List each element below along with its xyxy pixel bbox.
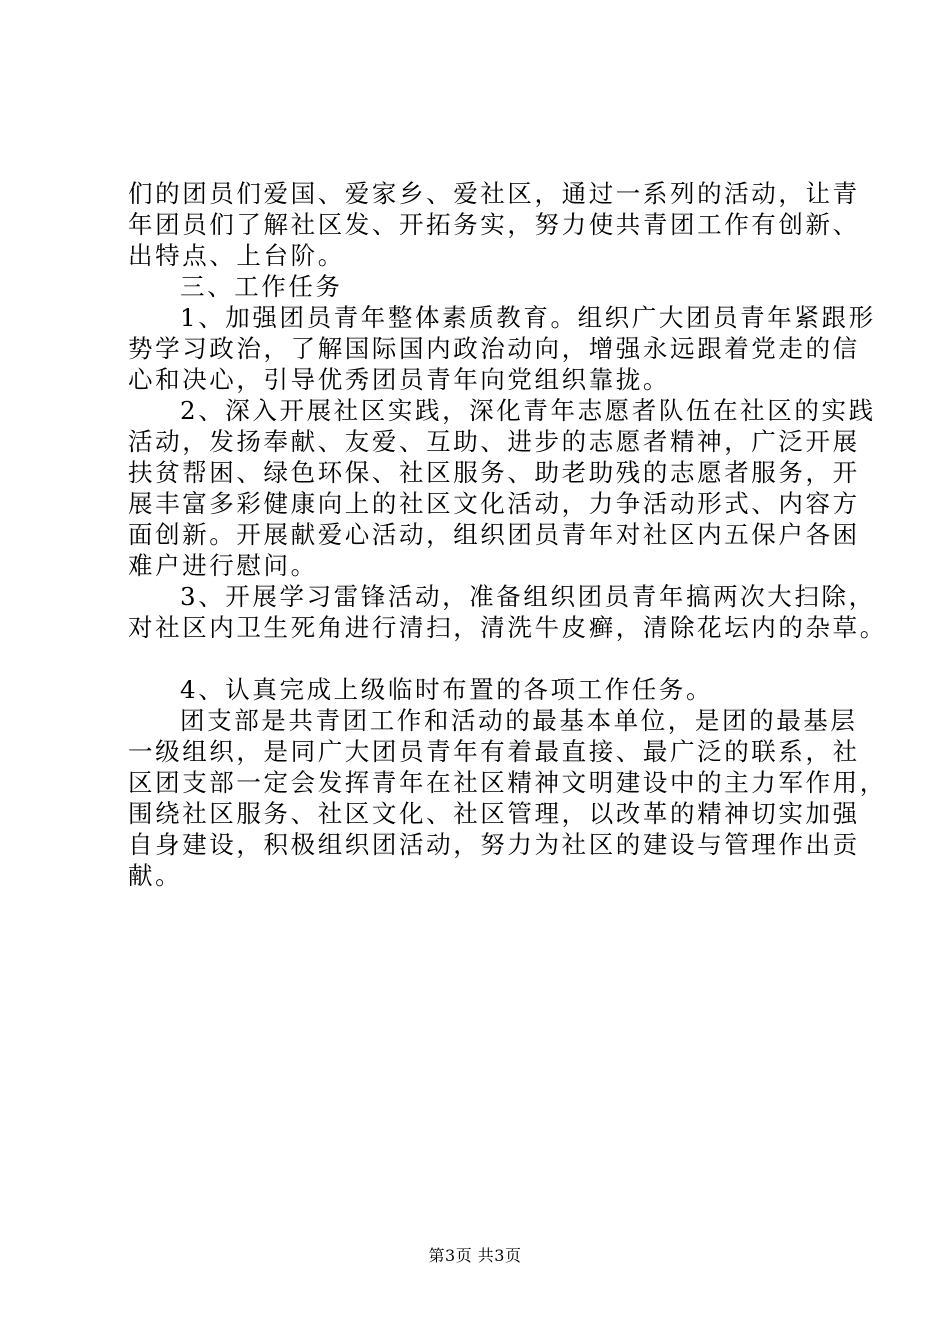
text-line: 3、开展学习雷锋活动，准备组织团员青年搞两次大扫除， bbox=[180, 582, 876, 611]
blank-line bbox=[128, 643, 858, 674]
text-line: 出特点、上台阶。 bbox=[128, 241, 345, 270]
text-line: 4、认真完成上级临时布置的各项工作任务。 bbox=[180, 675, 714, 704]
text-line: 难户进行慰问。 bbox=[128, 551, 318, 580]
text-line: 一级组织，是同广大团员青年有着最直接、最广泛的联系，社 bbox=[128, 737, 860, 766]
text-line: 心和决心，引导优秀团员青年向党组织靠拢。 bbox=[128, 365, 670, 394]
section-heading: 三、工作任务 bbox=[180, 272, 343, 301]
text-line: 势学习政治，了解国际国内政治动向，增强永远跟着党走的信 bbox=[128, 334, 860, 363]
text-line: 面创新。开展献爱心活动，组织团员青年对社区内五保户各困 bbox=[128, 520, 860, 549]
text-line: 年团员们了解社区发、开拓务实，努力使共青团工作有创新、 bbox=[128, 210, 860, 239]
text-line: 们的团员们爱国、爱家乡、爱社区，通过一系列的活动，让青 bbox=[128, 179, 860, 208]
text-line: 团支部是共青团工作和活动的最基本单位，是团的最基层 bbox=[180, 706, 858, 735]
text-line: 区团支部一定会发挥青年在社区精神文明建设中的主力军作用， bbox=[128, 768, 887, 797]
document-body bbox=[128, 178, 887, 891]
text-line: 围绕社区服务、社区文化、社区管理，以改革的精神切实加强 bbox=[128, 799, 860, 828]
text-line: 对社区内卫生死角进行清扫，清洗牛皮癣，清除花坛内的杂草。 bbox=[128, 613, 887, 642]
text-line: 活动，发扬奉献、友爱、互助、进步的志愿者精神，广泛开展 bbox=[128, 427, 860, 456]
text-line: 自身建设，积极组织团活动，努力为社区的建设与管理作出贡 bbox=[128, 830, 860, 859]
page-number-footer: 第3页 共3页 bbox=[428, 1246, 522, 1265]
text-line: 展丰富多彩健康向上的社区文化活动，力争活动形式、内容方 bbox=[128, 489, 860, 518]
text-line: 献。 bbox=[128, 861, 183, 890]
text-line: 1、加强团员青年整体素质教育。组织广大团员青年紧跟形 bbox=[180, 303, 876, 332]
text-line: 2、深入开展社区实践，深化青年志愿者队伍在社区的实践 bbox=[180, 396, 876, 425]
text-line: 扶贫帮困、绿色环保、社区服务、助老助残的志愿者服务，开 bbox=[128, 458, 860, 487]
